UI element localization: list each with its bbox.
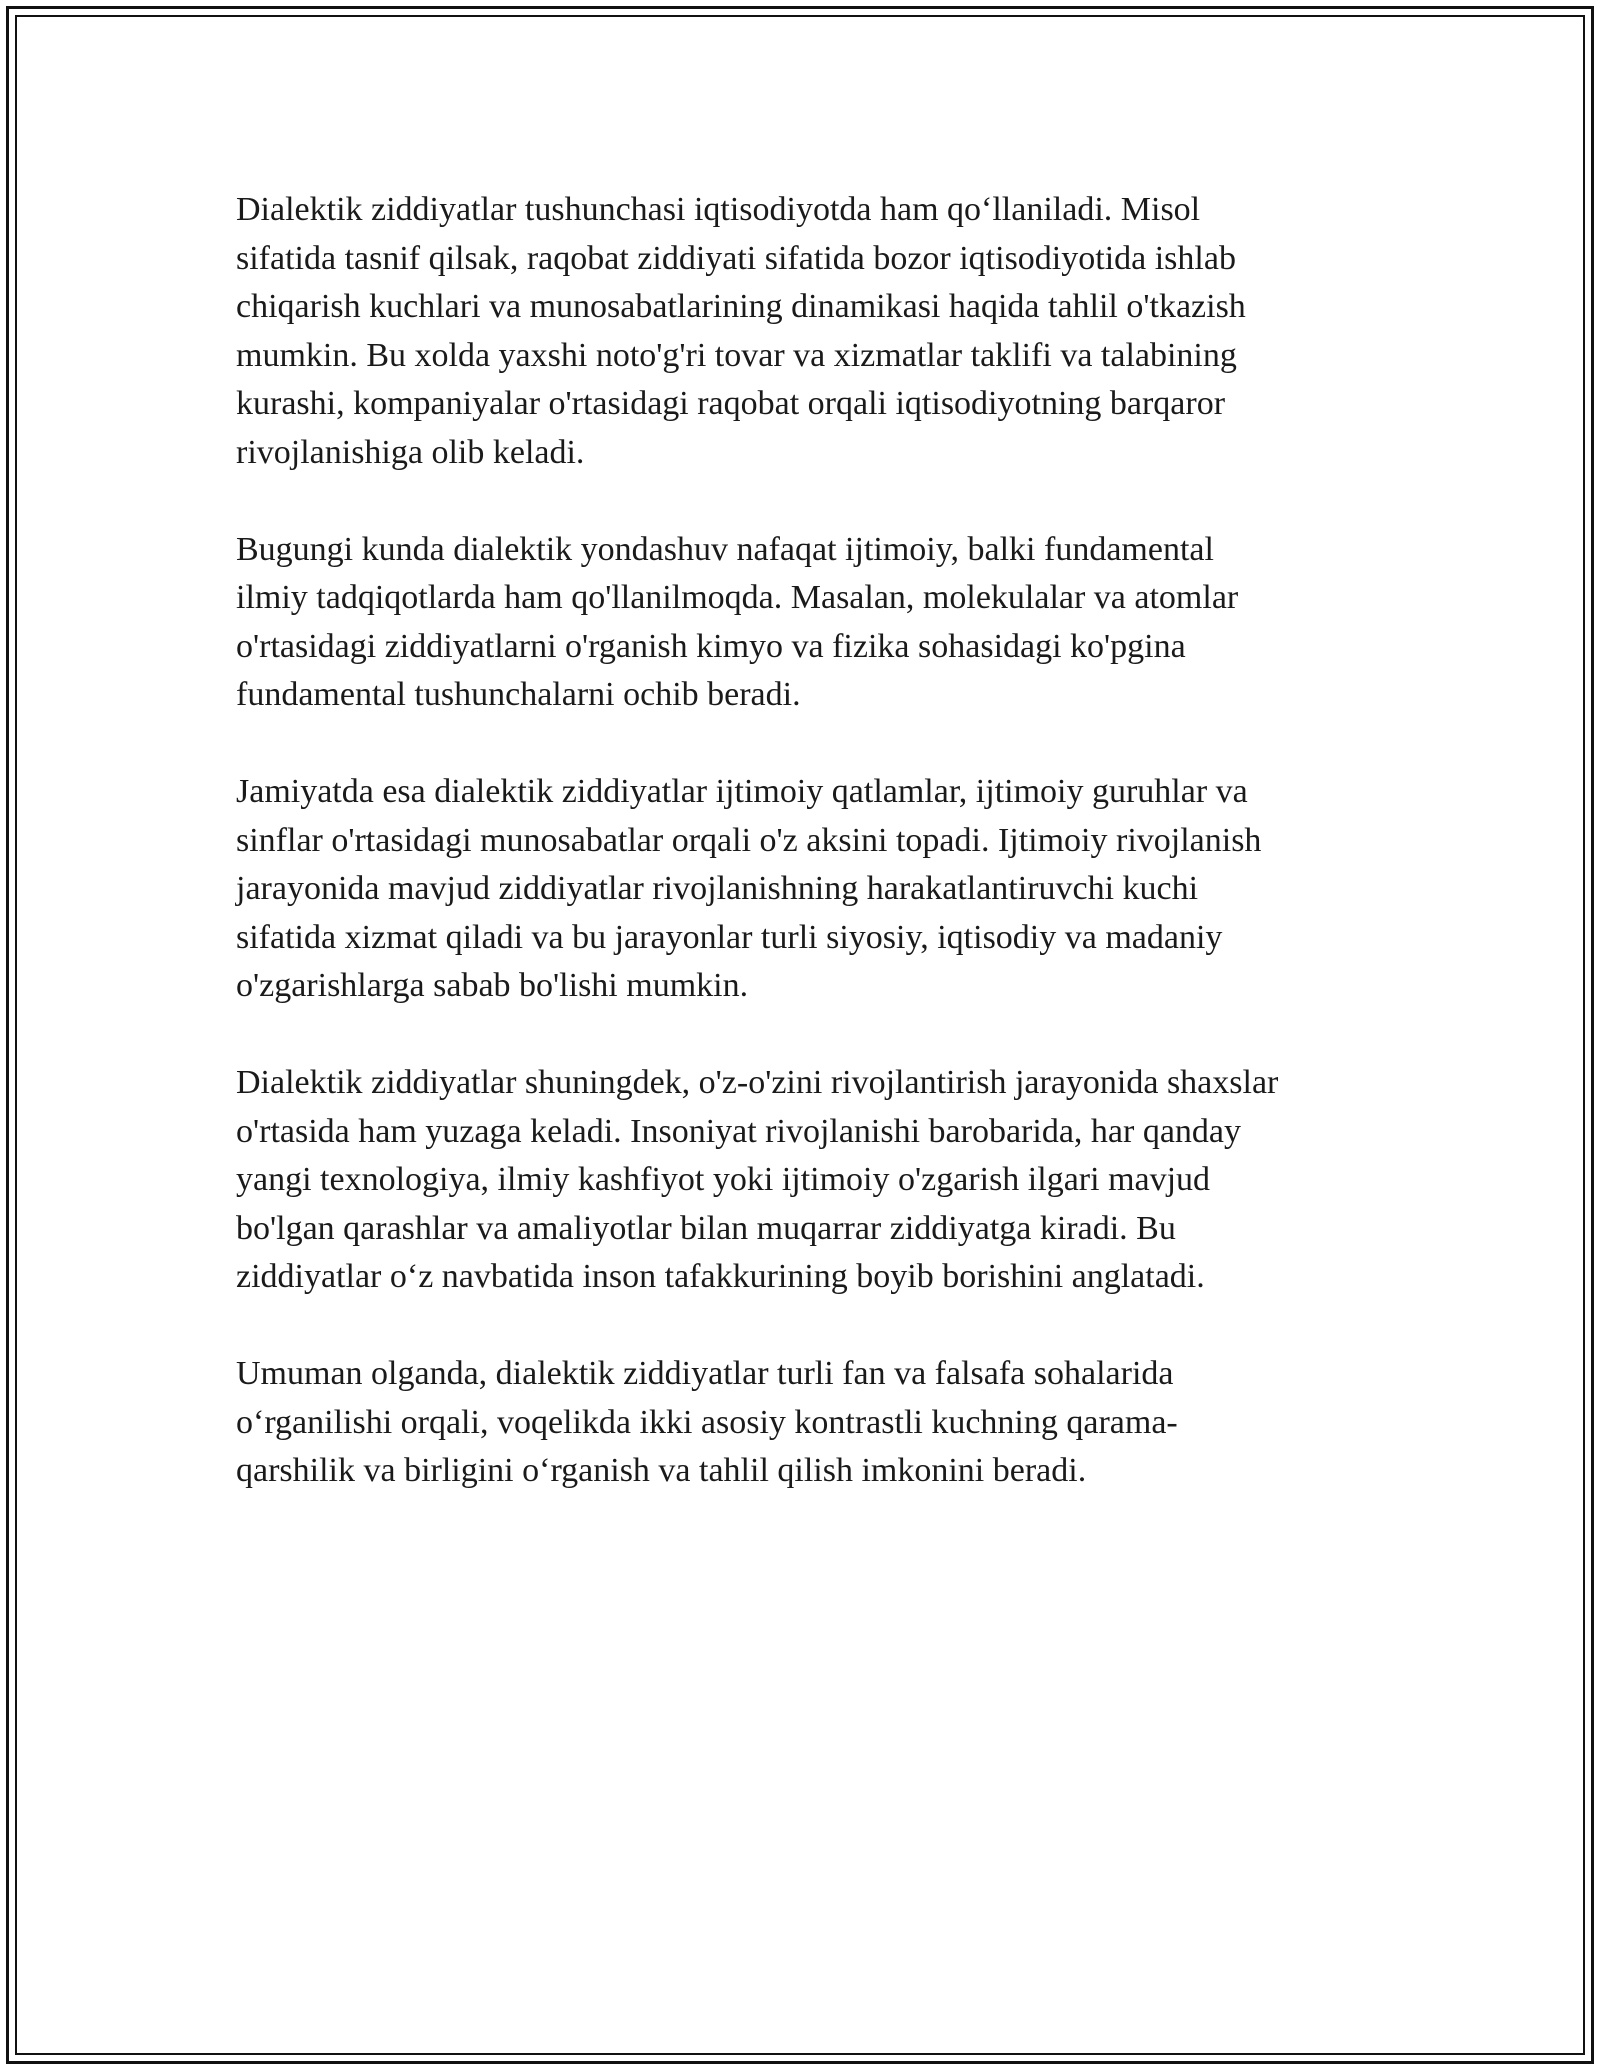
- text-line: Umuman olganda, dialektik ziddiyatlar turli fan va falsafa sohalarida: [236, 1355, 1174, 1392]
- text-line: o'zgarishlarga sabab bo'lishi mumkin.: [236, 967, 749, 1004]
- text-line: sifatida xizmat qiladi va bu jarayonlar turli siyosiy, iqtisodiy va madaniy: [236, 918, 1223, 956]
- text-line: fundamental tushunchalarni ochib beradi.: [236, 676, 801, 713]
- text-line: yangi texnologiya, ilmiy kashfiyot yoki ijtimoiy o'zgarish ilgari mavjud: [236, 1161, 1211, 1198]
- text-line: jarayonida mavjud ziddiyatlar rivojlanishning harakatlantiruvchi kuchi: [236, 870, 1199, 907]
- document-body: [236, 186, 1366, 1544]
- paragraph-2: [236, 526, 1366, 720]
- paragraph-1: [236, 186, 1366, 477]
- text-line: bo'lgan qarashlar va amaliyotlar bilan muqarrar ziddiyatga kiradi. Bu: [236, 1209, 1176, 1247]
- text-line: sinflar o'rtasidagi munosabatlar orqali o'z aksini topadi. Ijtimoiy rivojlanish: [236, 821, 1262, 859]
- text-line: o'rtasidagi ziddiyatlarni o'rganish kimyo va fizika sohasidagi ko'pgina: [236, 627, 1186, 665]
- text-line: Dialektik ziddiyatlar shuningdek, o'z-o'zini rivojlantirish jarayonida shaxslar: [236, 1064, 1279, 1101]
- text-line: ilmiy tadqiqotlarda ham qo'llanilmoqda. Masalan, molekulalar va atomlar: [236, 579, 1239, 616]
- text-line: rivojlanishiga olib keladi.: [236, 433, 585, 471]
- text-line: o‘rganilishi orqali, voqelikda ikki asosiy kontrastli kuchning qarama-: [236, 1403, 1178, 1441]
- text-line: mumkin. Bu xolda yaxshi noto'g'ri tovar va xizmatlar taklifi va talabining: [236, 336, 1237, 374]
- text-line: ziddiyatlar o‘z navbatida inson tafakkurining boyib borishini anglatadi.: [236, 1258, 1205, 1295]
- text-line: chiqarish kuchlari va munosabatlarining dinamikasi haqida tahlil o'tkazish: [236, 288, 1246, 325]
- paragraph-4: [236, 1059, 1366, 1302]
- paragraph-5: [236, 1350, 1366, 1496]
- text-line: Jamiyatda esa dialektik ziddiyatlar ijtimoiy qatlamlar, ijtimoiy guruhlar va: [236, 773, 1248, 810]
- paragraph-3: [236, 768, 1366, 1011]
- text-line: kurashi, kompaniyalar o'rtasidagi raqobat orqali iqtisodiyotning barqaror: [236, 385, 1226, 422]
- text-line: sifatida tasnif qilsak, raqobat ziddiyati sifatida bozor iqtisodiyotida ishlab: [236, 239, 1236, 277]
- text-line: Dialektik ziddiyatlar tushunchasi iqtisodiyotda ham qo‘llaniladi. Misol: [236, 191, 1201, 228]
- text-line: Bugungi kunda dialektik yondashuv nafaqat ijtimoiy, balki fundamental: [236, 530, 1214, 568]
- text-line: qarshilik va birligini o‘rganish va tahlil qilish imkonini beradi.: [236, 1452, 1087, 1489]
- text-line: o'rtasida ham yuzaga keladi. Insoniyat rivojlanishi barobarida, har qanday: [236, 1112, 1242, 1150]
